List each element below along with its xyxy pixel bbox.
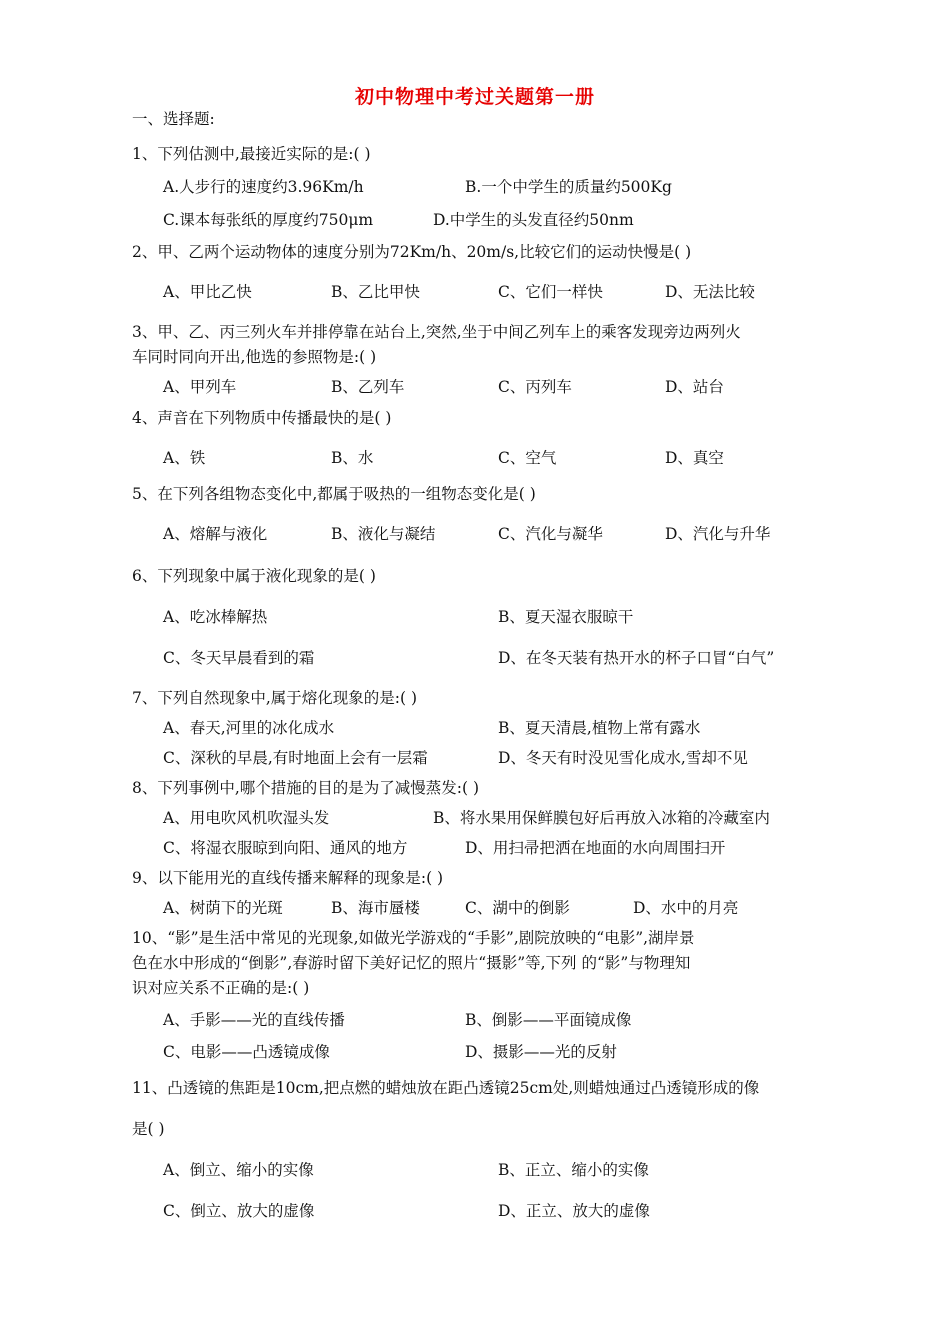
question-9-option-b: B、海市蜃楼 <box>331 899 420 917</box>
question-4-option-a: A、铁 <box>163 449 206 467</box>
question-10-stem-line-3: 识对应关系不正确的是:( ) <box>132 979 310 997</box>
question-1-stem: 1、下列估测中,最接近实际的是:( ) <box>132 145 371 163</box>
question-7-option-b: B、夏天清晨,植物上常有露水 <box>498 719 701 737</box>
question-8-option-c: C、将湿衣服晾到向阳、通风的地方 <box>163 839 408 857</box>
question-11-option-c: C、倒立、放大的虚像 <box>163 1202 315 1220</box>
question-7-option-a: A、春天,河里的冰化成水 <box>163 719 335 737</box>
question-11-option-b: B、正立、缩小的实像 <box>498 1161 649 1179</box>
question-9-option-a: A、树荫下的光斑 <box>163 899 283 917</box>
question-6-option-b: B、夏天湿衣服晾干 <box>498 608 634 626</box>
question-10-option-d: D、摄影——光的反射 <box>465 1043 617 1061</box>
question-10-option-c: C、电影——凸透镜成像 <box>163 1043 330 1061</box>
question-6-stem: 6、下列现象中属于液化现象的是( ) <box>132 567 376 585</box>
question-5-option-b: B、液化与凝结 <box>331 525 436 543</box>
question-2-option-b: B、乙比甲快 <box>331 283 420 301</box>
question-7-option-c: C、深秋的早晨,有时地面上会有一层霜 <box>163 749 428 767</box>
question-5-option-c: C、汽化与凝华 <box>498 525 603 543</box>
question-3-stem-line-1: 3、甲、乙、丙三列火车并排停靠在站台上,突然,坐于中间乙列车上的乘客发现旁边两列火 <box>132 323 741 341</box>
question-10-option-b: B、倒影——平面镜成像 <box>465 1011 632 1029</box>
question-8-stem: 8、下列事例中,哪个措施的目的是为了减慢蒸发:( ) <box>132 779 480 797</box>
question-9-option-c: C、湖中的倒影 <box>465 899 570 917</box>
question-6-option-d: D、在冬天装有热开水的杯子口冒“白气” <box>498 649 775 667</box>
question-2-option-d: D、无法比较 <box>665 283 755 301</box>
question-8-option-b: B、将水果用保鲜膜包好后再放入冰箱的冷藏室内 <box>433 809 770 827</box>
question-11-stem-line-1: 11、凸透镜的焦距是10cm,把点燃的蜡烛放在距凸透镜25cm处,则蜡烛通过凸透镜形成的像 <box>132 1079 760 1097</box>
question-7-option-d: D、冬天有时没见雪化成水,雪却不见 <box>498 749 748 767</box>
page-title: 初中物理中考过关题第一册 <box>354 86 595 108</box>
question-9-option-d: D、水中的月亮 <box>633 899 739 917</box>
section-heading: 一、选择题: <box>132 110 215 128</box>
question-1-option-a: A.人步行的速度约3.96Km/h <box>163 178 364 196</box>
question-5-option-d: D、汽化与升华 <box>665 525 771 543</box>
question-10-stem-line-1: 10、“影”是生活中常见的光现象,如做光学游戏的“手影”,剧院放映的“电影”,湖岸景 <box>132 929 695 947</box>
question-2-option-c: C、它们一样快 <box>498 283 603 301</box>
question-11-option-d: D、正立、放大的虚像 <box>498 1202 650 1220</box>
question-5-stem: 5、在下列各组物态变化中,都属于吸热的一组物态变化是( ) <box>132 485 536 503</box>
question-3-option-b: B、乙列车 <box>331 378 405 396</box>
question-10-option-a: A、手影——光的直线传播 <box>163 1011 345 1029</box>
question-4-option-d: D、真空 <box>665 449 724 467</box>
question-1-option-d: D.中学生的头发直径约50nm <box>433 211 634 229</box>
question-5-option-a: A、熔解与液化 <box>163 525 268 543</box>
question-9-stem: 9、以下能用光的直线传播来解释的现象是:( ) <box>132 869 444 887</box>
question-11-option-a: A、倒立、缩小的实像 <box>163 1161 314 1179</box>
question-6-option-a: A、吃冰棒解热 <box>163 608 268 626</box>
question-6-option-c: C、冬天早晨看到的霜 <box>163 649 315 667</box>
question-4-stem: 4、声音在下列物质中传播最快的是( ) <box>132 409 392 427</box>
question-3-option-a: A、甲列车 <box>163 378 237 396</box>
question-11-stem-line-2: 是( ) <box>132 1120 165 1138</box>
question-8-option-d: D、用扫帚把洒在地面的水向周围扫开 <box>465 839 726 857</box>
question-1-option-b: B.一个中学生的质量约500Kg <box>465 178 672 196</box>
question-7-stem: 7、下列自然现象中,属于熔化现象的是:( ) <box>132 689 418 707</box>
question-2-option-a: A、甲比乙快 <box>163 283 252 301</box>
question-10-stem-line-2: 色在水中形成的“倒影”,春游时留下美好记忆的照片“摄影”等,下列 的“影”与物理知 <box>132 954 691 972</box>
question-4-option-c: C、空气 <box>498 449 557 467</box>
question-3-stem-line-2: 车同时同向开出,他选的参照物是:( ) <box>132 348 377 366</box>
question-8-option-a: A、用电吹风机吹湿头发 <box>163 809 330 827</box>
question-3-option-c: C、丙列车 <box>498 378 572 396</box>
question-1-option-c: C.课本每张纸的厚度约750μm <box>163 211 374 229</box>
question-4-option-b: B、水 <box>331 449 374 467</box>
question-2-stem: 2、甲、乙两个运动物体的速度分别为72Km/h、20m/s,比较它们的运动快慢是( ) <box>132 243 692 261</box>
question-3-option-d: D、站台 <box>665 378 724 396</box>
